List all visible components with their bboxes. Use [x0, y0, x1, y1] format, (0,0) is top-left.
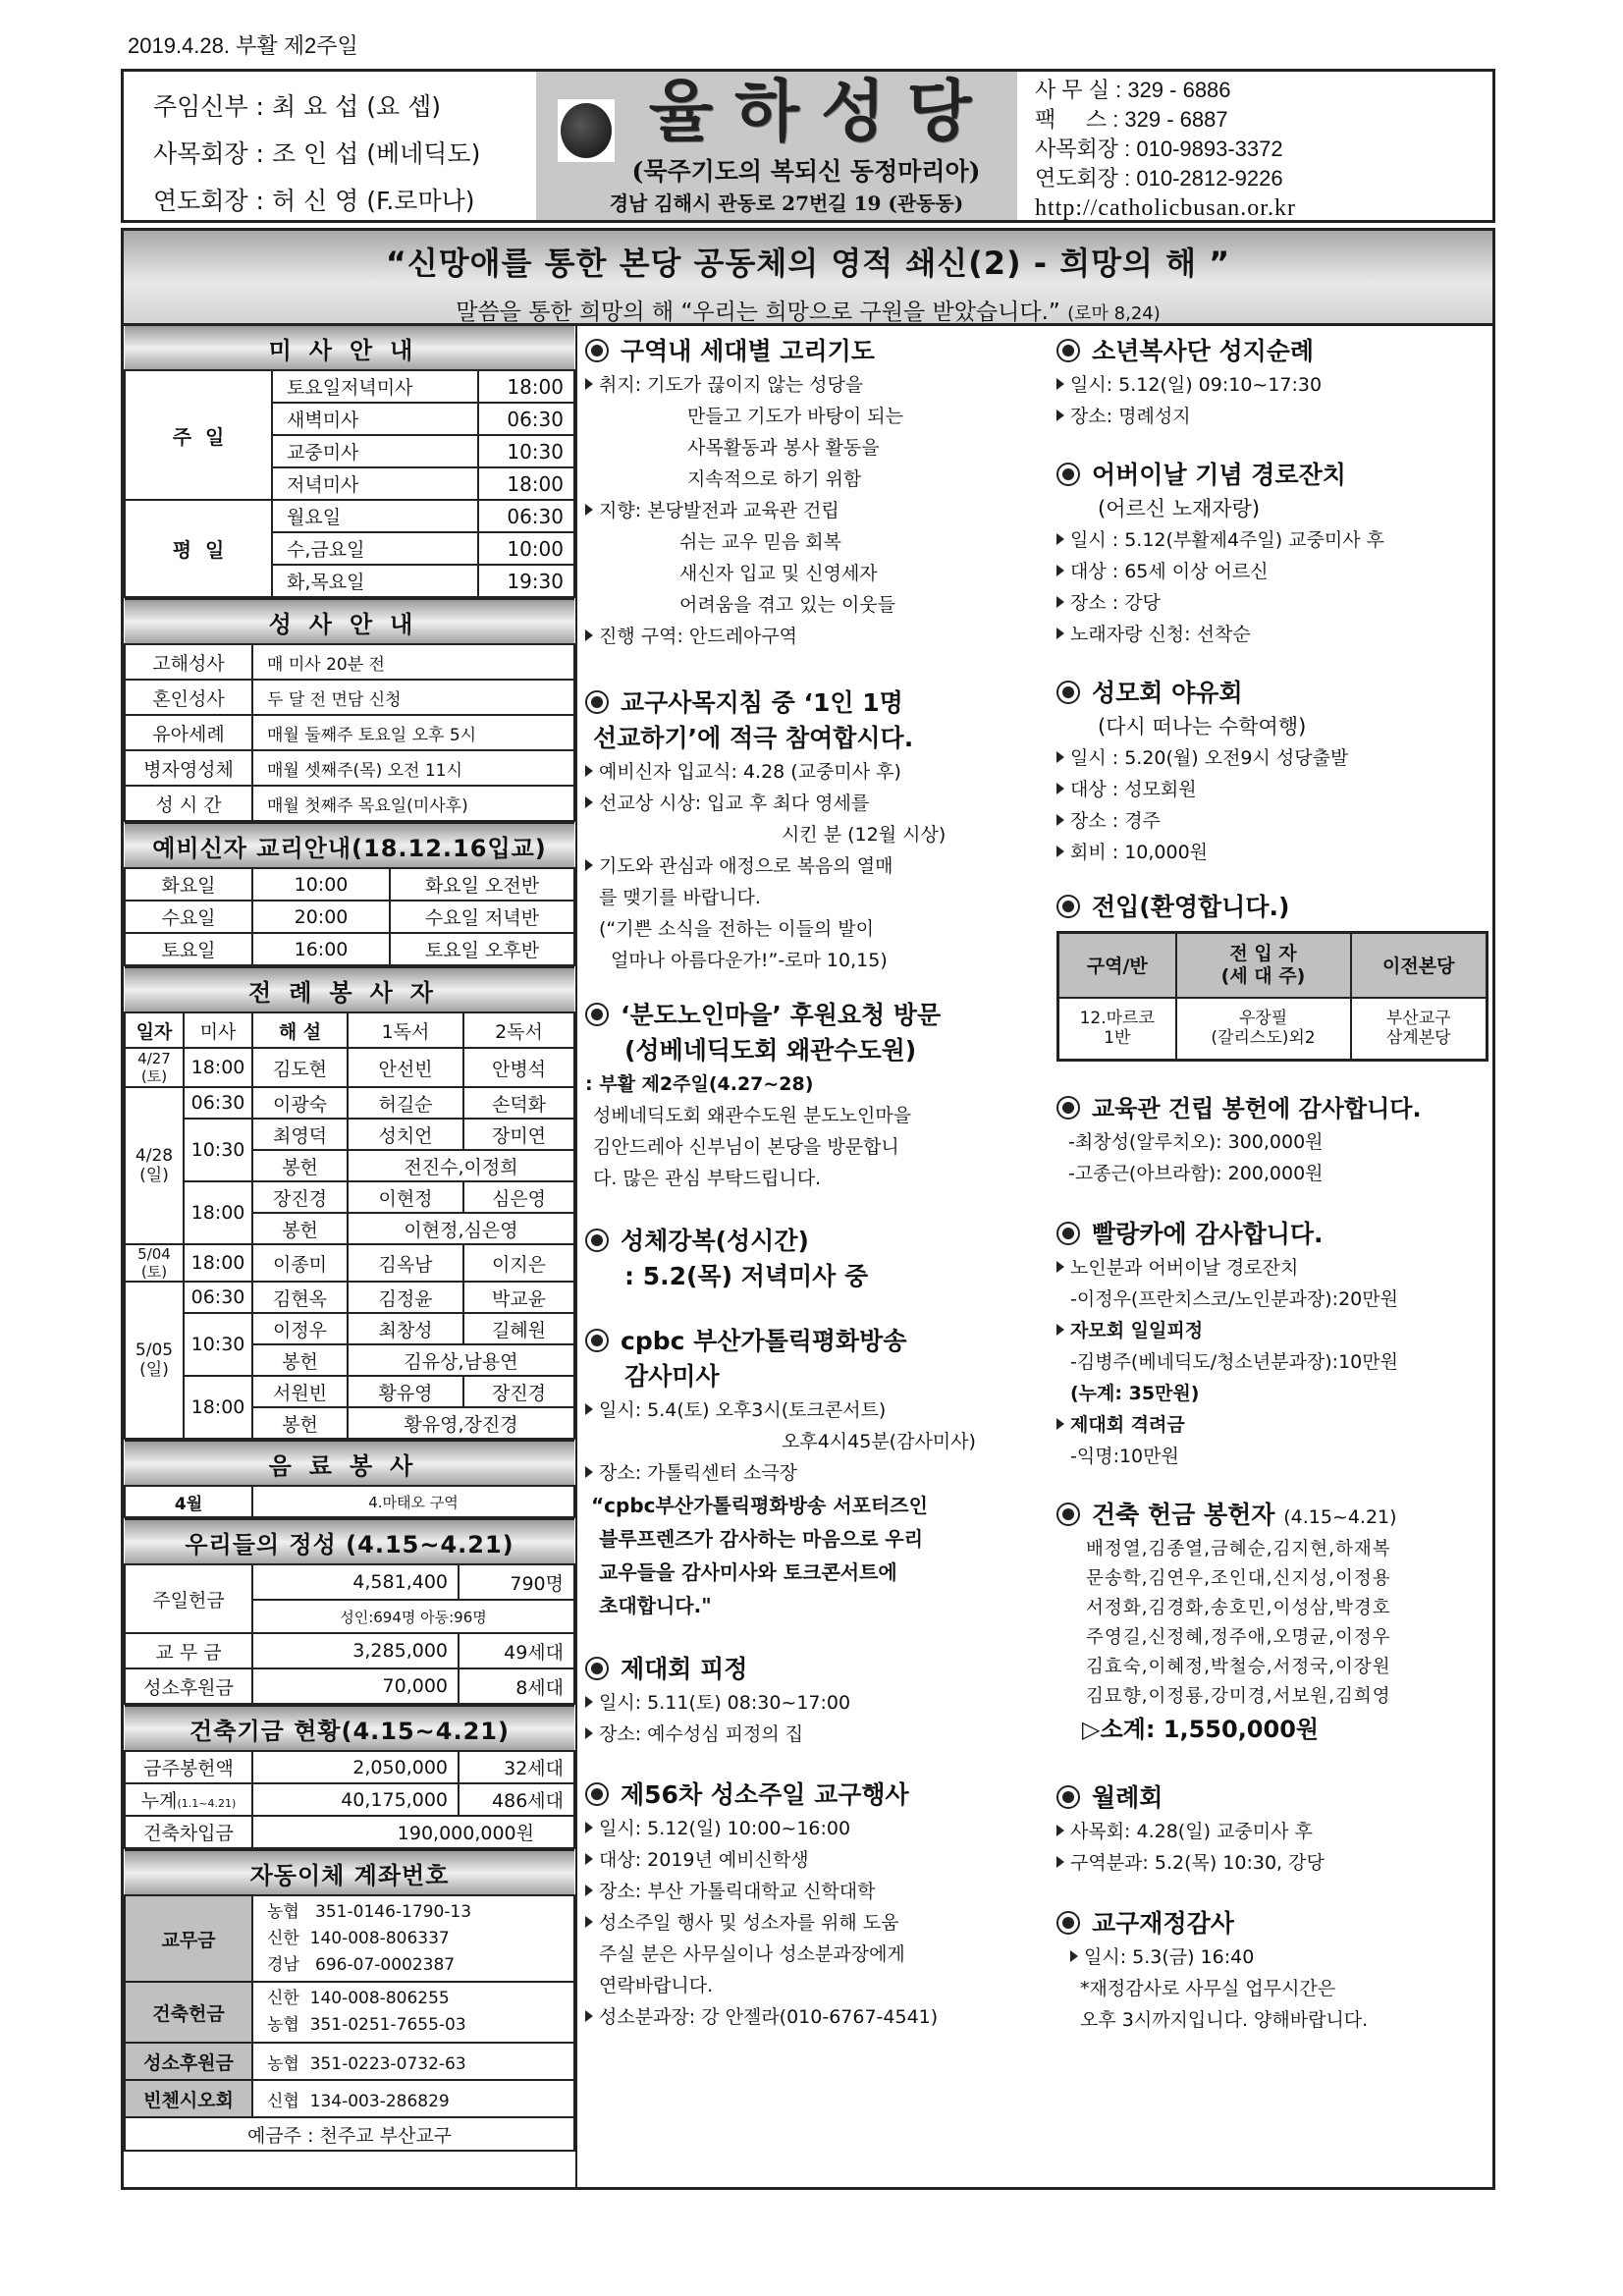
- triangle-bullet-icon: [1056, 814, 1064, 826]
- triangle-bullet-icon: [585, 1822, 593, 1833]
- radio-bullet-icon: [1056, 1096, 1080, 1120]
- notice-diocese-audit: 교구재정감사 일시: 5.3(금) 16:40 *재정감사로 사무실 업무시간은 오후 3시까지입니다. 양해바랍니다.: [1056, 1906, 1493, 2036]
- theme-title: “신망애를 통한 본당 공동체의 영적 쇄신(2) - 희망의 해 ”: [385, 245, 1231, 282]
- sacrament-title: 성사안내: [125, 599, 574, 644]
- right-column: [1056, 324, 1493, 2036]
- radio-bullet-icon: [1056, 895, 1080, 918]
- main-frame: [121, 324, 1495, 2190]
- triangle-bullet-icon: [1056, 533, 1064, 545]
- contact-list: [1017, 72, 1492, 220]
- triangle-bullet-icon: [585, 765, 593, 777]
- triangle-bullet-icon: [1056, 846, 1064, 857]
- notice-mothers-picnic: 성모회 야유회 (다시 떠나는 수학여행) 일시 : 5.20(월) 오전9시 성당출발 대상 : 성모회원 장소 : 경주 회비 : 10,000원: [1056, 676, 1493, 868]
- mass-guide-table: 미사안내 주 일 토요일저녁미사 18:00 새벽미사 06:30 교중미사 10:30 저녁미사 18:00 평 일 월요일 06:30 수,금요일 10:00 화,목요일 19:30: [124, 324, 575, 598]
- weekday-label: 평 일: [125, 500, 272, 597]
- notice-education-hall-thanks: 교육관 건립 봉헌에 감사합니다. -최창성(알루치오): 300,000원 -고종근(아브라함): 200,000원: [1056, 1091, 1493, 1189]
- radio-bullet-icon: [585, 1329, 609, 1352]
- radio-bullet-icon: [1056, 1785, 1080, 1809]
- triangle-bullet-icon: [585, 1466, 593, 1478]
- catechumen-title: 예비신자 교리안내(18.12.16입교): [125, 823, 574, 868]
- church-banner: [536, 72, 1017, 220]
- triangle-bullet-icon: [585, 629, 593, 641]
- triangle-bullet-icon: [585, 859, 593, 871]
- triangle-bullet-icon: [1056, 783, 1064, 794]
- church-subtitle: (묵주기도의 복되신 동정마리아): [631, 157, 981, 186]
- notice-evangelization: 교구사목지침 중 ‘1인 1명 선교하기’에 적극 참여합시다. 예비신자 입교식: 4.28 (교중미사 후) 선교상 시상: 입교 후 최다 영세를 시킨 분 (12월 시상) 기도와 관심과 애정으로 복음의 열매 를 맺기를 바랍니다. (“기쁜 소식을 전하는 이들의 발이 얼마나 아름다운가!”-로마 10,15): [585, 685, 1047, 976]
- triangle-bullet-icon: [585, 1727, 593, 1739]
- triangle-bullet-icon: [585, 2010, 593, 2022]
- radio-bullet-icon: [1056, 681, 1080, 704]
- triangle-bullet-icon: [585, 1403, 593, 1415]
- notice-altar-boys-pilgrimage: 소년복사단 성지순례 일시: 5.12(일) 09:10~17:30 장소: 명례성지: [1056, 324, 1493, 432]
- triangle-bullet-icon: [1056, 751, 1064, 763]
- triangle-bullet-icon: [1056, 1856, 1064, 1868]
- triangle-bullet-icon: [1056, 378, 1064, 390]
- church-name: 율하성당: [648, 74, 994, 151]
- radio-bullet-icon: [1056, 339, 1080, 362]
- offerings-title: 우리들의 정성 (4.15~4.21): [125, 1519, 574, 1564]
- radio-bullet-icon: [1056, 1503, 1080, 1526]
- notice-altar-retreat: 제대회 피정 일시: 5.11(토) 08:30~17:00 장소: 예수성심 피정의 집: [585, 1652, 1047, 1750]
- center-column: [585, 324, 1047, 2033]
- notice-new-parishioners: 전입(환영합니다.) 구역/반 전 입 자 (세 대 주) 이전본당 12.마르코 1반 우장필 (갈리스도)외2 부산교구 삼계본당: [1056, 890, 1493, 1062]
- website-link[interactable]: http://catholicbusan.or.kr: [1035, 195, 1296, 221]
- building-fund-title: 건축기금 현황(4.15~4.21): [125, 1706, 574, 1751]
- theme-banner: [121, 228, 1495, 326]
- contact-fax: 팩 스 : 329 - 6887: [1035, 107, 1228, 132]
- contact-prayer: 연도회장 : 010-2812-9226: [1035, 166, 1283, 191]
- notice-monthly-meeting: 월례회 사목회: 4.28(일) 교중미사 후 구역분과: 5.2(목) 10:30, 강당: [1056, 1780, 1493, 1879]
- triangle-bullet-icon: [585, 378, 593, 390]
- building-fund-table: 건축기금 현황(4.15~4.21) 금주봉헌액 2,050,000 32세대 누계(1.1~4.21) 40,175,000 486세대 건축차입금 190,000,000원: [124, 1705, 575, 1849]
- church-address: 경남 김해시 관동로 27번길 19 (관동동): [609, 191, 964, 215]
- triangle-bullet-icon: [1056, 1418, 1064, 1430]
- theme-subtitle: 말씀을 통한 희망의 해 “우리는 희망으로 구원을 받았습니다.” (로마 8,24): [456, 300, 1161, 325]
- bulletin-date: 2019.4.28. 부활 제2주일: [128, 33, 358, 58]
- donor-subtotal: ▷소계: 1,550,000원: [1082, 1716, 1320, 1743]
- liturgy-servers-table: 전례봉사자 일자 미사 해 설 1독서 2독서 4/27 (토) 18:00 김도현 안선빈 안병석 4/28 (일) 06:30 이광숙 허길순 손덕화 10:30 최영덕 성치언 장미연 봉헌 전진수,이정희 18:00 장진경 이현정 심은영 봉헌 이현정,심은영 5/04 (토) 18:00 이종미 김옥남 이지은 5/05 (일) 06:30 김현옥 김정윤 박교윤 10:30 이정우 최창성 길혜원 봉헌 김유상,남용연 18:00 서원빈 황유영 장진경 봉헌 황유영,장진경: [124, 966, 575, 1440]
- triangle-bullet-icon: [1056, 596, 1064, 608]
- sacrament-table: 성사안내 고해성사 매 미사 20분 전 혼인성사 두 달 전 면담 신청 유아세례 매월 둘째주 토요일 오후 5시 병자영성체 매월 셋째주(목) 오전 11시 성 시 간 매월 첫째주 목요일(미사후): [124, 598, 575, 822]
- staff-council-president: 사목회장 : 조 인 섭 (베네딕도): [153, 139, 481, 168]
- notice-benediction: 성체강복(성시간) : 5.2(목) 저녁미사 중: [585, 1224, 1047, 1294]
- catechumen-table: 예비신자 교리안내(18.12.16입교) 화요일 10:00 화요일 오전반 수요일 20:00 수요일 저녁반 토요일 16:00 토요일 오후반: [124, 822, 575, 966]
- triangle-bullet-icon: [1056, 1324, 1064, 1336]
- sunday-label: 주 일: [125, 370, 272, 500]
- notice-building-donors: 건축 헌금 봉헌자 (4.15~4.21) 배정열,김종열,금혜순,김지현,하재복 문송학,김연우,조인대,신지성,이정용 서정화,김경화,송호민,이성삼,박경호 주영길,신정혜,정주애,오명균,이정우 김효숙,이혜정,박철승,서정국,이장원 김묘향,이정룡,강미경,서보원,김희영 ▷소계: 1,550,000원: [1056, 1498, 1493, 1747]
- notice-vocation-sunday: 제56차 성소주일 교구행사 일시: 5.12(일) 10:00~16:00 대상: 2019년 예비신학생 장소: 부산 가톨릭대학교 신학대학 성소주일 행사 및 성소자를 위해 도움 주실 분은 사무실이나 성소분과장에게 연락바랍니다. 성소분과장: 강 안젤라(010-6767-4541): [585, 1777, 1047, 2033]
- radio-bullet-icon: [585, 1657, 609, 1680]
- radio-bullet-icon: [585, 1229, 609, 1252]
- triangle-bullet-icon: [585, 1696, 593, 1708]
- left-column: [124, 324, 577, 2187]
- radio-bullet-icon: [585, 690, 609, 714]
- notice-palanca-thanks: 빨랑카에 감사합니다. 노인분과 어버이날 경로잔치 -이정우(프란치스코/노인분과장):20만원 자모회 일일피정 -김병주(베네딕도/청소년분과장):10만원 (누계: 35만원) 제대회 격려금 -익명:10만원: [1056, 1217, 1493, 1472]
- beverage-title: 음료봉사: [125, 1441, 574, 1486]
- triangle-bullet-icon: [585, 796, 593, 808]
- accounts-title: 자동이체 계좌번호: [125, 1850, 574, 1895]
- staff-pastor: 주임신부 : 최 요 섭 (요 셉): [153, 92, 441, 121]
- triangle-bullet-icon: [1056, 565, 1064, 576]
- radio-bullet-icon: [1056, 463, 1080, 486]
- triangle-bullet-icon: [585, 1916, 593, 1928]
- radio-bullet-icon: [585, 339, 609, 362]
- contact-council: 사목회장 : 010-9893-3372: [1035, 137, 1283, 161]
- accounts-table: 자동이체 계좌번호 교무금 농협 351-0146-1790-13 신한 140-008-806337 경남 696-07-0002387 건축헌금 신한 140-008-806255 농협 351-0251-7655-03 성소후원금 농협 351-0223-0732-63 빈첸시오회 신협 134-003-286829 예금주 : 천주교 부산교구: [124, 1849, 575, 2152]
- triangle-bullet-icon: [585, 1853, 593, 1865]
- bulletin-header: [121, 69, 1495, 223]
- triangle-bullet-icon: [1056, 628, 1064, 639]
- staff-list: [124, 72, 536, 220]
- radio-bullet-icon: [1056, 1911, 1080, 1935]
- triangle-bullet-icon: [1056, 410, 1064, 421]
- triangle-bullet-icon: [585, 1885, 593, 1896]
- staff-prayer-president: 연도회장 : 허 신 영 (F.로마나): [153, 187, 475, 215]
- radio-bullet-icon: [585, 1003, 609, 1026]
- notice-cpbc-mass: cpbc 부산가톨릭평화방송 감사미사 일시: 5.4(토) 오후3시(토크콘서트) 오후4시45분(감사미사) 장소: 가톨릭센터 소극장 “cpbc부산가톨릭평화방송 서포터즈인 블루프렌즈가 감사하는 마음으로 우리 교우들을 감사미사와 토크콘서트에 초대합니다.": [585, 1324, 1047, 1622]
- transfer-table: 구역/반 전 입 자 (세 대 주) 이전본당 12.마르코 1반 우장필 (갈리스도)외2 부산교구 삼계본당: [1056, 931, 1488, 1062]
- triangle-bullet-icon: [1056, 1825, 1064, 1836]
- radio-bullet-icon: [1056, 1222, 1080, 1245]
- triangle-bullet-icon: [585, 504, 593, 516]
- contact-office: 사 무 실 : 329 - 6886: [1035, 78, 1231, 102]
- notice-bundo-village: ‘분도노인마을’ 후원요청 방문 (성베네딕도회 왜관수도원) : 부활 제2주일(4.27~28) 성베네딕도회 왜관수도원 분도노인마을 김안드레아 신부님이 본당을 방문합니 다. 많은 관심 부탁드립니다.: [585, 1001, 942, 1189]
- account-holder: 예금주 : 천주교 부산교구: [125, 2117, 574, 2151]
- radio-bullet-icon: [585, 1782, 609, 1806]
- notice-parents-day: 어버이날 기념 경로잔치 (어르신 노재자랑) 일시 : 5.12(부활제4주일) 교중미사 후 대상 : 65세 이상 어르신 장소 : 강당 노래자랑 신청: 선착순: [1056, 458, 1493, 650]
- triangle-bullet-icon: [1070, 1950, 1078, 1962]
- offerings-table: 우리들의 정성 (4.15~4.21) 주일헌금 4,581,400 790명 성인:694명 아동:96명 교 무 금 3,285,000 49세대 성소후원금 70,000 8세대: [124, 1518, 575, 1705]
- triangle-bullet-icon: [1056, 1261, 1064, 1273]
- beverage-table: 음료봉사 4월 4.마태오 구역: [124, 1440, 575, 1518]
- liturgy-title: 전례봉사자: [125, 967, 574, 1012]
- mass-guide-title: 미사안내: [125, 325, 574, 370]
- notice-group-prayer: 구역내 세대별 고리기도 취지: 기도가 끊이지 않는 성당을 만들고 기도가 바탕이 되는 사목활동과 봉사 활동을 지속적으로 하기 위함 지향: 본당발전과 교육관 건립 쉬는 교우 믿음 회복 새신자 입교 및 신영세자 어려움을 겪고 있는 이웃들 진행 구역: 안드레아구역: [585, 324, 1047, 652]
